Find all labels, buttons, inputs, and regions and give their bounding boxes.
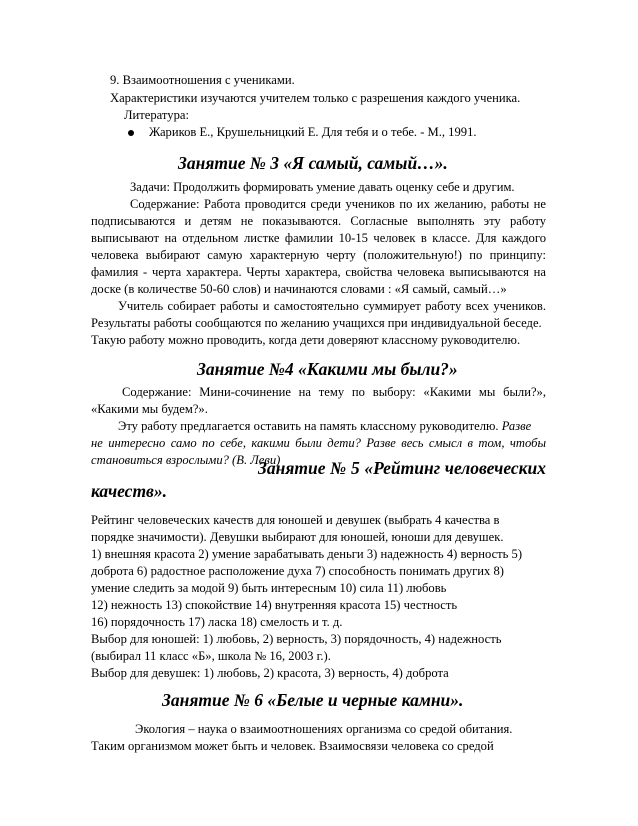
lesson4-quote-line: не интересно само по себе, какими были дети? Разве весь смысл в том, чтобы [91,436,546,450]
lesson3-p1-line: Содержание: Работа проводится среди учеников по их желанию, работы не [130,197,546,211]
lesson6-line: Экология – наука о взаимоотношениях организма со средой обитания. [135,722,513,736]
lesson5-line: (выбирал 11 класс «Б», школа № 16, 2003 г.). [91,649,331,663]
lesson6-line: Таким организмом может быть и человек. Взаимосвязи человека со средой [91,739,494,753]
list-item-9: 9. Взаимоотношения с учениками. [110,73,295,87]
lesson5-line: умение следить за модой 9) быть интересным 10) сила 11) любовь [91,581,447,595]
lesson5-line: Выбор для юношей: 1) любовь, 2) верность, 3) порядочность, 4) надежность [91,632,502,646]
lesson3-p1-line: доске (в количестве 50-60 слов) и начинаются словами : «Я самый, самый…» [91,282,507,296]
literature-item: Жариков Е., Крушельницкий Е. Для тебя и о тебе. - М., 1991. [149,125,477,139]
lesson3-tasks: Задачи: Продолжить формировать умение давать оценку себе и другим. [130,180,515,194]
bullet-icon [128,130,134,136]
lesson5-line: 12) нежность 13) спокойствие 14) внутренняя красота 15) честность [91,598,458,612]
lesson4-p1-line: Содержание: Мини-сочинение на тему по выбору: «Какими мы были?», [122,385,546,399]
lesson4-p1-line: «Какими мы будем?». [91,402,208,416]
lesson5-line: Рейтинг человеческих качеств для юношей и девушек (выбрать 4 качества в [91,513,500,527]
lesson4-p2-text: Эту работу предлагается оставить на память классному руководителю. [118,419,499,433]
lesson5-line: доброта 6) радостное расположение духа 7) способность понимать других 8) [91,564,504,578]
lesson3-p2-line: Учитель собирает работы и самостоятельно суммирует работу всех учеников. [118,299,546,313]
literature-label: Литература: [124,108,189,122]
lesson3-p1-line: человека выбирают самую характерную черту (положительную!) по принципу: [91,248,546,262]
lesson3-p1-line: фамилия - черта характера. Черты характера, свойства человека выписываются на [91,265,546,279]
lesson3-p1-line: подписываются и детям не показываются. Согласные выполнять эту работу [91,214,546,228]
lesson5-line: порядке значимости). Девушки выбирают для юношей, юноши для девушек. [91,530,504,544]
lesson4-title: Занятие №4 «Какими мы были?» [197,359,458,379]
lesson4-quote-start: Разве [501,419,532,433]
lesson5-line: 1) внешняя красота 2) умение зарабатывать деньги 3) надежность 4) верность 5) [91,547,523,561]
section9-text: Характеристики изучаются учителем только с разрешения каждого ученика. [110,91,521,105]
lesson4-quote-line: становиться взрослыми? (В. Леви) [91,453,281,467]
lesson6-title: Занятие № 6 «Белые и черные камни». [162,690,464,710]
lesson5-title-line1: Занятие № 5 «Рейтинг человеческих [258,458,546,478]
lesson4-p2-line [118,418,531,435]
lesson3-p1-line: выписывают на отдельном листке фамилии 10-15 человек в классе. Для каждого [91,231,546,245]
lesson3-title: Занятие № 3 «Я самый, самый…». [178,153,448,173]
lesson5-line: 16) порядочность 17) ласка 18) смелость и т. д. [91,615,343,629]
lesson3-p2-line: Такую работу можно проводить, когда дети доверяют классному руководителю. [91,333,521,347]
lesson5-line: Выбор для девушек: 1) любовь, 2) красота, 3) верность, 4) доброта [91,666,449,680]
lesson3-p2-line: Результаты работы сообщаются по желанию учащихся при индивидуальной беседе. [91,316,542,330]
lesson5-title-line2: качеств». [91,481,167,501]
